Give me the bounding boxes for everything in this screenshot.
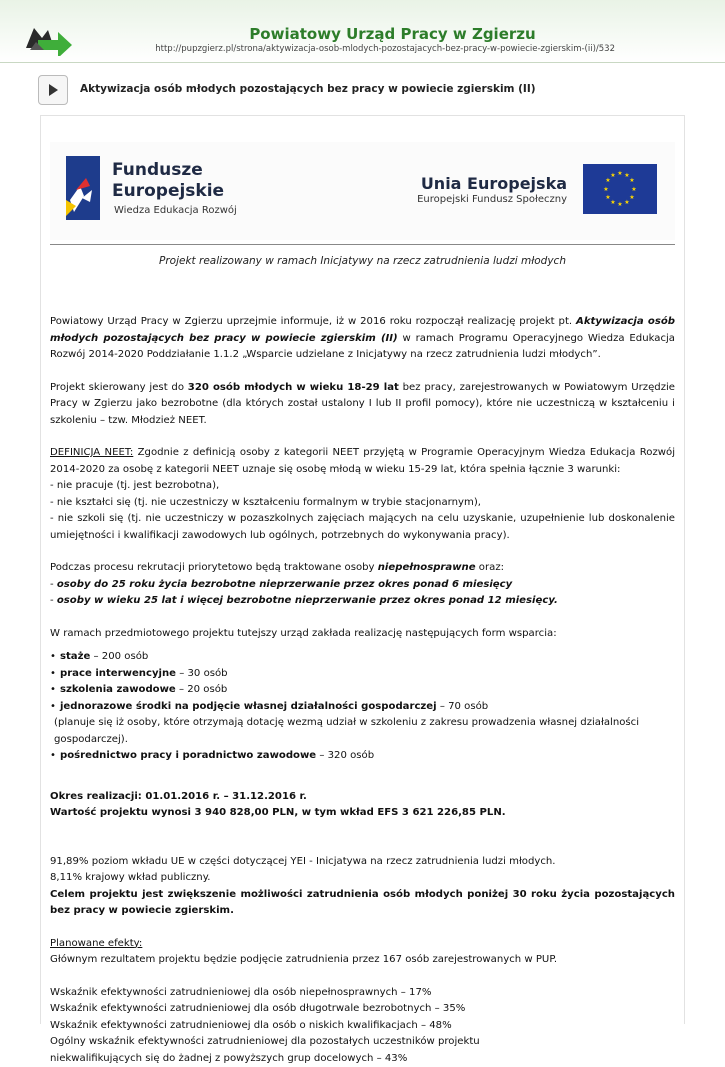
svg-text:★: ★ — [605, 177, 610, 184]
forms-note: (planuje się iż osoby, które otrzymają dotację wezmą udział w szkoleniu z zakresu prowadzenia własnej działalności gospodarczej). — [50, 715, 675, 748]
list-item — [50, 699, 675, 716]
form-count: – 30 osób — [176, 668, 228, 679]
forms-intro: W ramach przedmiotowego projektu tutejszy urząd zakłada realizację następujących form wsparcia: — [50, 626, 675, 643]
form-name: szkolenia zawodowe — [60, 684, 176, 695]
svg-text:★: ★ — [605, 194, 610, 201]
divider — [50, 244, 675, 245]
play-arrow-icon — [39, 76, 67, 104]
svg-text:★: ★ — [610, 199, 615, 206]
site-title: Powiatowy Urząd Pracy w Zgierzu — [60, 25, 725, 43]
form-name: prace interwencyjne — [60, 668, 176, 679]
fe-title-line1: Fundusze — [112, 160, 203, 180]
neet-paragraph — [50, 445, 675, 478]
eu-logos-banner — [50, 142, 675, 240]
page-url[interactable]: http://pupzgierz.pl/strona/aktywizacja-osob-mlodych-pozostajacych-bez-pracy-w-powiecie-zgierskim-(ii)/532 — [155, 44, 615, 54]
ue-subtitle: Europejski Fundusz Społeczny — [417, 194, 567, 205]
effect-item: Wskaźnik efektywności zatrudnieniowej dla osób niepełnosprawnych – 17% — [50, 985, 675, 1002]
svg-text:★: ★ — [629, 177, 634, 184]
neet-text: Zgodnie z definicją osoby z kategorii NEET przyjętą w Programie Operacyjnym Wiedza Edukacja Rozwój 2014-2020 za osobę z kategorii NEET uznaje się osobę młodą w wieku 15-29 lat, która spełnia łącznie 3 warunki: — [50, 447, 675, 475]
list-item — [50, 682, 675, 699]
effects-main: Głównym rezultatem projektu będzie podjęcie zatrudnienia przez 167 osób zarejestrowanych w PUP. — [50, 952, 675, 969]
form-name: pośrednictwo pracy i poradnictwo zawodowe — [60, 750, 316, 761]
svg-text:★: ★ — [624, 172, 629, 179]
site-header — [0, 0, 725, 63]
fe-tagline: Wiedza Edukacja Rozwój — [114, 205, 237, 216]
funding-line1: 91,89% poziom wkładu UE w części dotyczącej YEI - Inicjatywa na rzecz zatrudnienia ludzi młodych. — [50, 854, 675, 871]
svg-text:★: ★ — [631, 186, 636, 193]
neet-item: - nie szkoli się (tj. nie uczestniczy w pozaszkolnych zajęciach mających na celu uzyskanie, uzupełnienie lub doskonalenie umiejętności i kwalifikacji zawodowych lub ogólnych, potrzebnych do wykonywania pracy). — [50, 511, 675, 544]
intro-text: Powiatowy Urząd Pracy w Zgierzu uprzejmie informuje, iż w 2016 roku rozpoczął realizację projekt pt. — [50, 316, 576, 327]
neet-item: - nie kształci się (tj. nie uczestniczy w kształceniu formalnym w trybie stacjonarnym), — [50, 495, 675, 512]
target-count: 320 osób młodych w wieku 18-29 lat — [188, 382, 399, 393]
list-item — [50, 748, 675, 765]
neet-label: DEFINICJA NEET: — [50, 447, 133, 458]
list-item — [50, 649, 675, 666]
svg-text:★: ★ — [624, 199, 629, 206]
project-value: Wartość projektu wynosi 3 940 828,00 PLN, w tym wkład EFS 3 621 226,85 PLN. — [50, 805, 675, 822]
priority-paragraph — [50, 560, 675, 577]
priority-line2: osoby w wieku 25 lat i więcej bezrobotne nieprzerwanie przez okres ponad 12 miesięcy. — [57, 595, 558, 606]
project-subtitle: Projekt realizowany w ramach Inicjatywy na rzecz zatrudnienia ludzi młodych — [50, 255, 675, 267]
page-title: Aktywizacja osób młodych pozostających bez pracy w powiecie zgierskim (II) — [80, 83, 536, 95]
project-goal: Celem projektu jest zwiększenie możliwości zatrudnienia osób młodych poniżej 30 roku życia pozostających bez pracy w powiecie zgierskim. — [50, 887, 675, 920]
priority-text-end: oraz: — [476, 562, 504, 573]
form-name: staże — [60, 651, 90, 662]
arrow-button[interactable] — [38, 75, 68, 105]
svg-text:★: ★ — [617, 170, 622, 177]
svg-text:★: ★ — [603, 186, 608, 193]
form-name: jednorazowe środki na podjęcie własnej działalności gospodarczej — [60, 701, 437, 712]
form-count: – 320 osób — [316, 750, 374, 761]
form-count: – 200 osób — [90, 651, 148, 662]
funding-line2: 8,11% krajowy wkład publiczny. — [50, 870, 675, 887]
project-name: Aktywizacja osób młodych pozostających bez pracy w powiecie zgierskim (II) — [50, 316, 675, 344]
effect-item: Wskaźnik efektywności zatrudnieniowej dla osób długotrwale bezrobotnych – 35% — [50, 1001, 675, 1018]
priority-line1: osoby do 25 roku życia bezrobotne nieprzerwanie przez okres ponad 6 miesięcy — [57, 579, 512, 590]
effect-item: Wskaźnik efektywności zatrudnieniowej dla osób o niskich kwalifikacjach – 48% — [50, 1018, 675, 1035]
forms-list-last — [50, 748, 675, 765]
priority-item: - osoby do 25 roku życia bezrobotne nieprzerwanie przez okres ponad 6 miesięcy — [50, 577, 675, 594]
svg-text:★: ★ — [629, 194, 634, 201]
list-item — [50, 666, 675, 683]
target-text-end: bez pracy, zarejestrowanych w Powiatowym Urzędzie Pracy w Zgierzu jako bezrobotne (dla których został ustalony I lub II profil pomocy), które nie uczestniczą w kształceniu i szkoleniu – tzw. Młodzież NEET. — [50, 382, 675, 426]
svg-text:★: ★ — [617, 201, 622, 208]
form-count: – 70 osób — [437, 701, 489, 712]
fundusze-europejskie-icon — [66, 156, 100, 220]
neet-item: - nie pracuje (tj. jest bezrobotna), — [50, 478, 675, 495]
svg-text:★: ★ — [610, 172, 615, 179]
intro-text-end: w ramach Programu Operacyjnego Wiedza Edukacja Rozwój 2014-2020 Poddziałanie 1.1.2 „Wsparcie udzielane z Inicjatywy na rzecz zatrudnienia ludzi młodych”. — [50, 333, 675, 361]
project-period: Okres realizacji: 01.01.2016 r. – 31.12.2016 r. — [50, 789, 675, 806]
intro-paragraph — [50, 314, 675, 364]
priority-text: Podczas procesu rekrutacji priorytetowo będą traktowane osoby — [50, 562, 378, 573]
ue-title: Unia Europejska — [421, 174, 567, 193]
forms-list — [50, 649, 675, 715]
form-count: – 20 osób — [176, 684, 228, 695]
priority-bold: niepełnosprawne — [378, 562, 476, 573]
effect-item: Ogólny wskaźnik efektywności zatrudnieniowej dla pozostałych uczestników projektu — [50, 1034, 675, 1051]
effect-item: niekwalifikujących się do żadnej z powyższych grup docelowych – 43% — [50, 1051, 675, 1067]
effects-label: Planowane efekty: — [50, 936, 675, 953]
priority-item: - osoby w wieku 25 lat i więcej bezrobotne nieprzerwanie przez okres ponad 12 miesięcy. — [50, 593, 675, 610]
eu-flag-icon — [583, 164, 657, 214]
target-text: Projekt skierowany jest do — [50, 382, 188, 393]
fe-title-line2: Europejskie — [112, 181, 224, 201]
target-paragraph — [50, 380, 675, 430]
article-body — [50, 314, 675, 1067]
